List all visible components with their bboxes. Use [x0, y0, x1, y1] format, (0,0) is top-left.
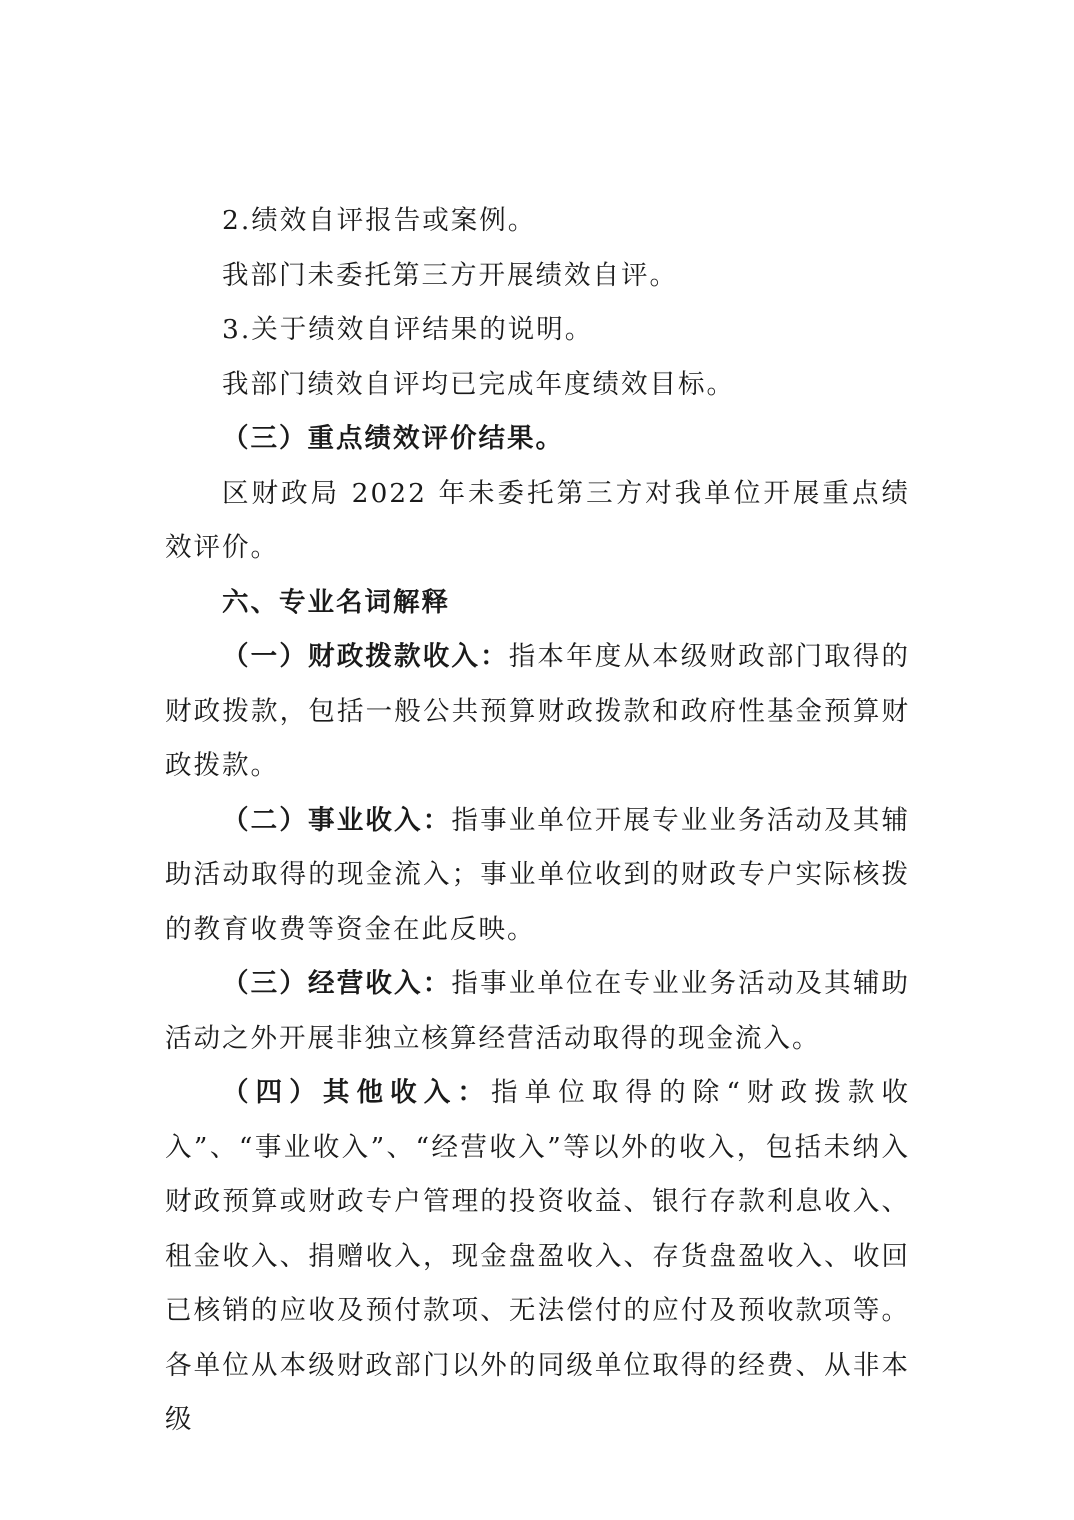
- term-business-income: （二）事业收入：: [222, 804, 452, 836]
- paragraph-evaluation-results-note: 3.关于绩效自评结果的说明。: [222, 314, 594, 345]
- term-fiscal-appropriation: （一）财政拨款收入：: [222, 641, 509, 672]
- document-body: [165, 194, 910, 1448]
- term-other-income: （四）其他收入：: [222, 1077, 491, 1108]
- term-operating-income: （三）经营收入：: [222, 968, 452, 999]
- paragraph-term-operating-income: [165, 957, 910, 1066]
- definition-fiscal-appropriation: 指本年度从本级财政部门取得的财政拨款，包括一般公共预算财政拨款和政府性基金预算财政拨款。: [165, 641, 911, 781]
- paragraph-term-other-income: [165, 1066, 910, 1448]
- paragraph-no-third-party-self-evaluation: 我部门未委托第三方开展绩效自评。: [222, 259, 678, 291]
- definition-operating-income: 指事业单位在专业业务活动及其辅助活动之外开展非独立核算经营活动取得的现金流入。: [165, 968, 911, 1054]
- paragraph-goals-completed: 我部门绩效自评均已完成年度绩效目标。: [222, 368, 735, 400]
- paragraph-key-evaluation-statement: 区财政局 2022 年未委托第三方对我单位开展重点绩效评价。: [165, 477, 910, 563]
- section-heading-terms: 六、专业名词解释: [222, 586, 450, 618]
- definition-business-income: 指事业单位开展专业业务活动及其辅助活动取得的现金流入；事业单位收到的财政专户实际核拨的教育收费等资金在此反映。: [165, 804, 911, 945]
- definition-other-income: 指单位取得的除“财政拨款收入”、“事业收入”、“经营收入”等以外的收入，包括未纳入财政预算或财政专户管理的投资收益、银行存款利息收入、租金收入、捐赠收入，现金盘盈收入、存货盘盈收入、收回已核销的应收及预付款项、无法偿付的应付及预收款项等。各单位从本级财政部门以外的同级单位取得的经费、从非本级: [165, 1077, 910, 1435]
- paragraph-term-fiscal-appropriation: [165, 630, 910, 794]
- subheading-key-evaluation-results: （三）重点绩效评价结果。: [222, 423, 564, 454]
- paragraph-term-business-income: [165, 794, 910, 958]
- paragraph-self-evaluation-report: 2.绩效自评报告或案例。: [222, 205, 537, 236]
